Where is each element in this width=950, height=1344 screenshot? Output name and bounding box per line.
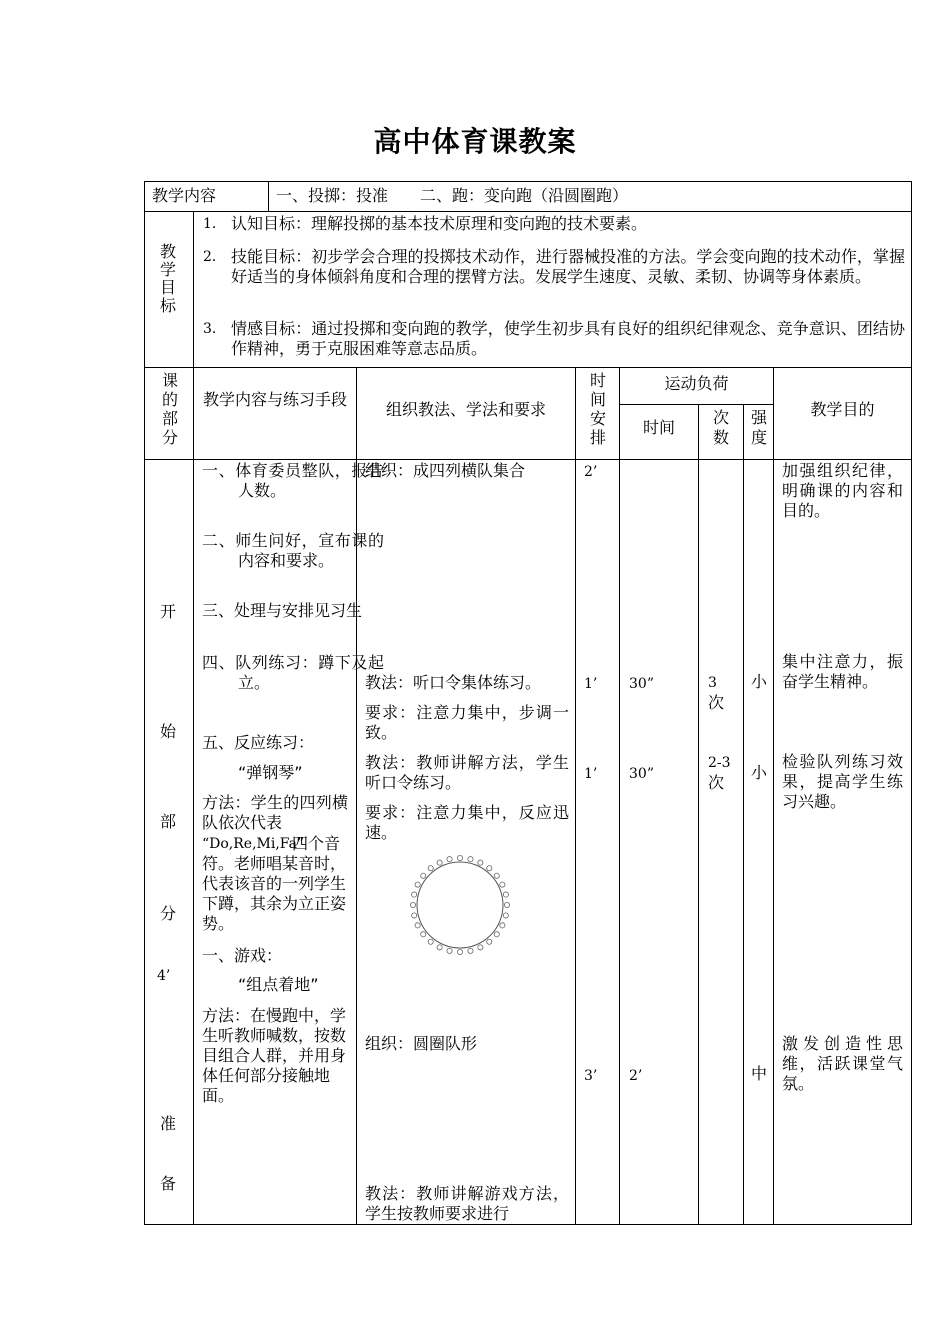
time-value: 2’: [584, 464, 598, 480]
count-value: 2-3 次: [708, 755, 731, 792]
method-item: 教法：听口令集体练习。: [365, 673, 542, 692]
header-purpose: 教学目的: [810, 400, 875, 419]
section-char-3: 部: [160, 812, 177, 831]
content-item: 方法：学生的四列横队依次代表: [202, 793, 348, 832]
student-marker: [500, 882, 505, 887]
student-marker: [468, 948, 473, 953]
objective-item-1: 1． 认知目标：理解投掷的基本技术原理和变向跑的技术要素。: [203, 214, 648, 233]
purpose-item: 检验队列练习效果，提高学生练习兴趣。: [782, 752, 903, 811]
intensity-value: 小: [751, 763, 768, 782]
header-content: 教学内容与练习手段: [202, 390, 347, 409]
table-col-intensity: [743, 404, 744, 1225]
content-row-label: 教学内容: [152, 186, 217, 205]
purpose-item: 激发创造性思维，活跃课堂气氛。: [782, 1034, 903, 1093]
table-col-objective-label: [193, 211, 194, 1225]
student-marker: [457, 855, 462, 860]
section-char-5: 准: [160, 1114, 177, 1133]
student-marker: [428, 866, 433, 871]
intensity-value: 小: [751, 672, 768, 691]
student-marker: [504, 902, 509, 907]
student-marker: [468, 857, 473, 862]
header-part: 课 的 部 分: [161, 371, 178, 447]
table-col-time: [575, 367, 576, 1225]
table-border-left: [144, 181, 145, 1225]
student-marker: [503, 892, 508, 897]
content-item: 一、体育委员整队，报告人数。: [202, 461, 384, 500]
student-marker: [494, 932, 499, 937]
method-item: 组织：成四列横队集合: [365, 461, 526, 480]
header-load-time: 时间: [642, 418, 675, 437]
header-time-arrangement: 时 间 安 排: [589, 371, 606, 447]
student-marker: [487, 939, 492, 944]
circle-formation-diagram: [408, 853, 512, 957]
method-item: 组织：圆圈队形: [365, 1034, 478, 1053]
table-col-load: [619, 367, 620, 1225]
purpose-item: 集中注意力，振奋学生精神。: [782, 652, 903, 691]
purpose-item: 加强组织纪律，明确课的内容和目的。: [782, 461, 903, 520]
table-rule-2: [144, 367, 912, 368]
load-time-value: 30”: [629, 766, 654, 782]
table-border-top: [144, 181, 912, 182]
student-marker: [415, 923, 420, 928]
objective-item-2: 2． 技能目标：初步学会合理的投掷技术动作，进行器械投准的方法。学会变向跑的技术动作，掌握好适当的身体倾斜角度和合理的摆臂方法。发展学生速度、灵敏、柔韧、协调等身体素质。: [203, 247, 905, 286]
section-char-6: 备: [160, 1174, 177, 1193]
intensity-value: 中: [751, 1064, 768, 1083]
student-marker: [447, 857, 452, 862]
method-item: 教法：教师讲解游戏方法，学生按教师要求进行: [365, 1184, 569, 1223]
content-item: 三、处理与安排见习生: [202, 601, 363, 620]
student-marker: [457, 949, 462, 954]
student-marker: [447, 948, 452, 953]
student-marker: [421, 932, 426, 937]
objectives-label: 教 学 目 标: [159, 242, 176, 315]
page-title: 高中体育课教案: [373, 125, 577, 158]
student-marker: [494, 873, 499, 878]
method-item: 要求：注意力集中，反应迅速。: [365, 803, 569, 842]
student-marker: [415, 882, 420, 887]
content-item: 四个音符。老师唱某音时，代表该音的一列学生下蹲，其余为立正姿势。: [202, 834, 347, 933]
student-marker: [410, 902, 415, 907]
count-value: 3 次: [708, 675, 725, 712]
content-row-value: 一、投掷：投准 二、跑：变向跑（沿圆圈跑）: [276, 186, 629, 205]
content-item: “弹钢琴”: [238, 763, 303, 782]
table-col-purpose: [773, 367, 774, 1225]
section-char-1: 开: [160, 602, 177, 621]
table-border-right: [911, 181, 912, 1225]
content-item: “组点着地”: [238, 975, 319, 994]
student-marker: [487, 866, 492, 871]
table-border-bottom: [144, 1224, 912, 1225]
table-rule-1: [144, 211, 912, 212]
content-item: 方法：在慢跑中，学生听教师喊数，按数目组合人群，并用身体任何部分接触地面。: [202, 1006, 347, 1105]
student-marker: [500, 923, 505, 928]
circle-formation-ring: [417, 862, 503, 948]
student-marker: [503, 913, 508, 918]
section-char-2: 始: [160, 722, 177, 741]
load-time-value: 30”: [629, 676, 654, 692]
student-marker: [478, 860, 483, 865]
student-marker: [421, 873, 426, 878]
student-marker: [437, 860, 442, 865]
time-value: 1’: [584, 766, 598, 782]
header-load: 运动负荷: [664, 374, 729, 393]
table-rule-load: [619, 404, 774, 405]
header-method: 组织教法、学法和要求: [385, 400, 546, 419]
content-item: “Do,Re,Mi,Fa”: [202, 836, 305, 852]
method-item: 要求：注意力集中，步调一致。: [365, 703, 569, 742]
content-item: 一、游戏：: [202, 946, 283, 965]
content-item: 二、师生问好，宣布课的内容和要求。: [202, 531, 384, 570]
student-marker: [412, 913, 417, 918]
student-marker: [428, 939, 433, 944]
header-count: 次 数: [712, 408, 729, 447]
student-marker: [412, 892, 417, 897]
time-value: 3’: [584, 1068, 598, 1084]
content-item: 四、队列练习：蹲下及起立。: [202, 653, 384, 692]
student-marker: [478, 945, 483, 950]
content-item: 五、反应练习：: [202, 733, 315, 752]
header-intensity: 强 度: [750, 408, 767, 447]
load-time-value: 2’: [629, 1068, 643, 1084]
section-char-4: 分: [160, 904, 177, 923]
table-col-count: [698, 404, 699, 1225]
method-item: 教法：教师讲解方法，学生听口令练习。: [365, 753, 569, 792]
section-duration: 4’: [157, 968, 171, 984]
objective-item-3: 3． 情感目标：通过投掷和变向跑的教学，使学生初步具有良好的组织纪律观念、竞争意识、团结协作精神，勇于克服困难等意志品质。: [203, 319, 905, 358]
time-value: 1’: [584, 676, 598, 692]
student-marker: [437, 945, 442, 950]
table-col-content-label: [268, 181, 269, 212]
table-rule-3: [144, 459, 912, 460]
